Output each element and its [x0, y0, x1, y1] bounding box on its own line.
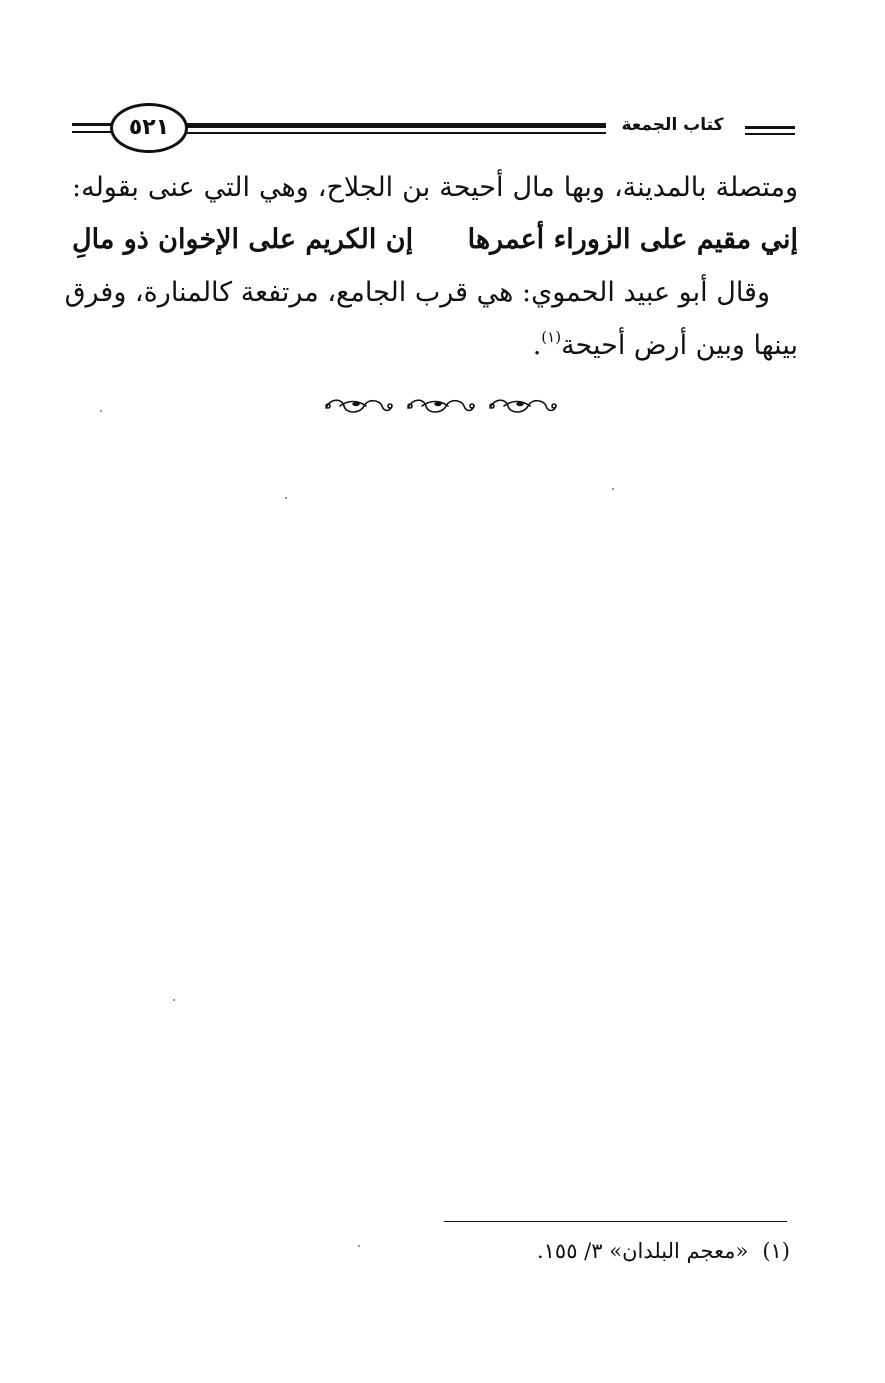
ornament-flourish-3: [490, 400, 556, 412]
footnote-text: «معجم البلدان» ٣/ ١٥٥.: [536, 1239, 749, 1263]
header-rule-main-thin: [186, 132, 606, 134]
footnote-reference[interactable]: (١): [541, 328, 562, 346]
body-line-4: [72, 328, 798, 362]
scan-speck: [612, 488, 614, 490]
ornament-flourish-2: [408, 400, 474, 412]
header-rule-main: [186, 123, 606, 128]
body-line-4-end: .: [532, 330, 542, 361]
verse-second-hemistich: إن الكريم على الإخوان ذو مالِ: [72, 224, 414, 255]
verse-first-hemistich: إني مقيم على الزوراء أعمرها: [467, 224, 798, 255]
scan-speck: [358, 1245, 360, 1247]
body-line-3: وقال أبو عبيد الحموي: هي قرب الجامع، مرتفعة كالمنارة، وفرق: [64, 277, 770, 308]
scan-speck: [285, 497, 287, 499]
ornament-divider: [320, 394, 560, 418]
header-rule-right-bottom: [745, 133, 795, 135]
page-number: ٥٢١: [128, 115, 170, 140]
header-rule-left-bottom: [72, 131, 114, 133]
footnote-number: (١): [762, 1239, 790, 1263]
body-line-1: ومتصلة بالمدينة، وبها مال أحيحة بن الجلاح، وهي التي عنى بقوله:: [72, 172, 798, 203]
header-rule-left-top: [72, 123, 114, 126]
footnote-1: [537, 1238, 790, 1265]
book-title: كتاب الجمعة: [610, 114, 735, 138]
scan-speck: [100, 410, 102, 412]
footnote-separator: [444, 1221, 787, 1222]
page-number-oval: [110, 103, 188, 153]
body-line-4-text: بينها وبين أرض أحيحة: [561, 330, 798, 361]
scan-speck: [173, 999, 175, 1001]
ornament-flourish-1: [326, 400, 392, 412]
header-rule-right-top: [745, 126, 795, 129]
poetry-verse: [72, 224, 798, 264]
running-header: [0, 0, 885, 170]
